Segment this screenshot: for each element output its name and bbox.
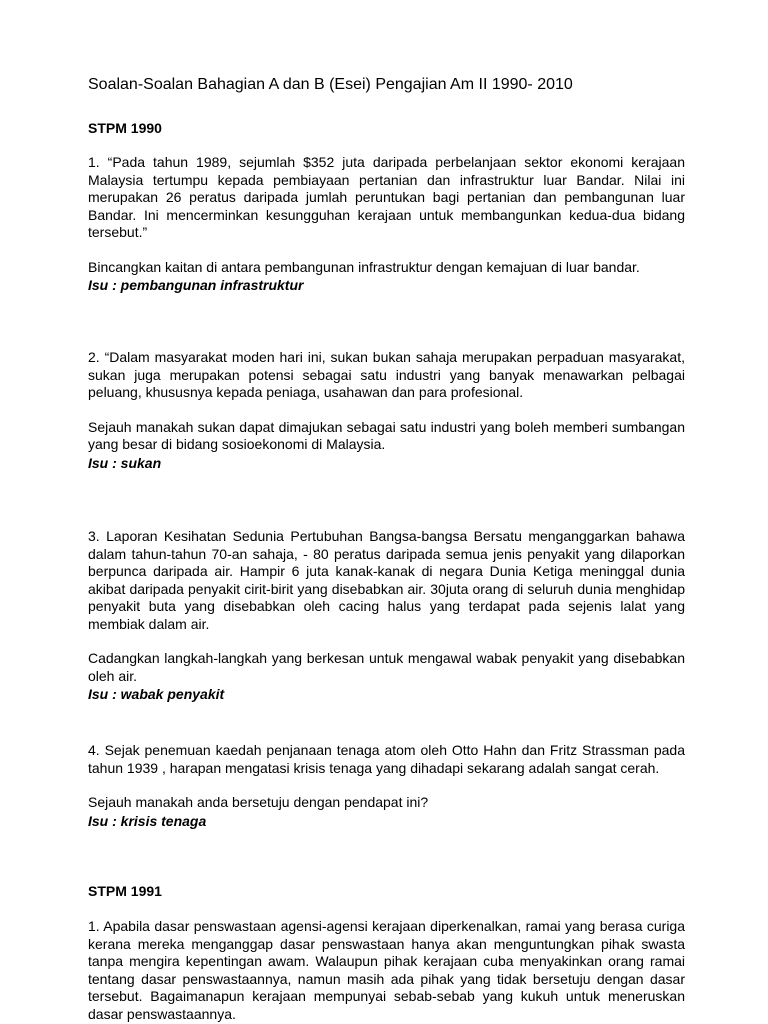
question-passage: 1. “Pada tahun 1989, sejumlah $352 juta daripada perbelanjaan sektor ekonomi kerajaan Malaysia tertumpu kepada pembiayaan pertanian dan infrastruktur luar Bandar. Nilai ini merupakan 26 peratus daripada jumlah peruntukan bagi pertanian dan pembangunan luar Bandar. Ini mencerminkan kesungguhan kerajaan untuk membangunkan kedua-dua bidang tersebut.” [88,154,685,240]
question-issue: Isu : wabak penyakit [88,686,225,702]
question-1990-3 [88,528,685,703]
question-1990-2 [88,349,685,472]
question-passage: 1. Apabila dasar penswastaan agensi-agensi kerajaan diperkenalkan, ramai yang berasa curiga kerana mereka menganggap dasar penswastaan hanya akan menguntungkan pihak swasta tanpa mengira kepentingan awam. Walaupun pihak kerajaan cuba menyakinkan orang ramai tentang dasar penswastaannya, namun masih ada pihak yang tidak bersetuju dengan dasar tersebut. Bagaimanapun kerajaan mempunyai sebab-sebab yang kukuh untuk meneruskan dasar penswastaannya. [88,918,685,1022]
question-1990-1 [88,154,685,294]
question-1991-1 [88,918,685,1023]
question-issue: Isu : krisis tenaga [88,812,207,829]
question-passage: 2. “Dalam masyarakat moden hari ini, sukan bukan sahaja merupakan perpaduan masyarakat, sukan juga merupakan potensi sebagai satu industri yang banyak menawarkan pelbagai peluang, khususnya kepada peniaga, usahawan dan para profesional. [88,349,685,400]
section-heading-stpm-1990: STPM 1990 [88,120,162,136]
section-heading-stpm-1991: STPM 1991 [88,883,162,899]
question-task: Bincangkan kaitan di antara pembangunan infrastruktur dengan kemajuan di luar bandar. [88,258,640,275]
question-task: Sejauh manakah anda bersetuju dengan pendapat ini? [88,794,429,810]
question-issue: Isu : pembangunan infrastruktur [88,277,304,293]
question-1990-4 [88,742,685,830]
question-task: Cadangkan langkah-langkah yang berkesan untuk mengawal wabak penyakit yang disebabkan oleh air. [88,650,685,684]
question-passage: 4. Sejak penemuan kaedah penjanaan tenaga atom oleh Otto Hahn dan Fritz Strassman pada tahun 1939 , harapan mengatasi krisis tenaga yang dihadapi sekarang adalah sangat cerah. [88,742,685,776]
question-issue: Isu : sukan [88,454,162,471]
question-task: Sejauh manakah sukan dapat dimajukan sebagai satu industri yang boleh memberi sumbangan yang besar di bidang sosioekonomi di Malaysia. [88,418,685,452]
question-passage: 3. Laporan Kesihatan Sedunia Pertubuhan Bangsa-bangsa Bersatu menganggarkan bahawa dalam tahun-tahun 70-an sahaja, - 80 peratus daripada semua jenis penyakit yang dilaporkan berpunca daripada air. Hampir 6 juta kanak-kanak di negara Dunia Ketiga meninggal dunia akibat daripada penyakit cirit-birit yang disebabkan air. 30juta orang di seluruh dunia menghidap penyakit buta yang disebabkan oleh cacing halus yang terdapat pada sejenis lalat yang membiak dalam air. [88,528,685,632]
document-title: Soalan-Soalan Bahagian A dan B (Esei) Pengajian Am II 1990- 2010 [88,76,573,93]
